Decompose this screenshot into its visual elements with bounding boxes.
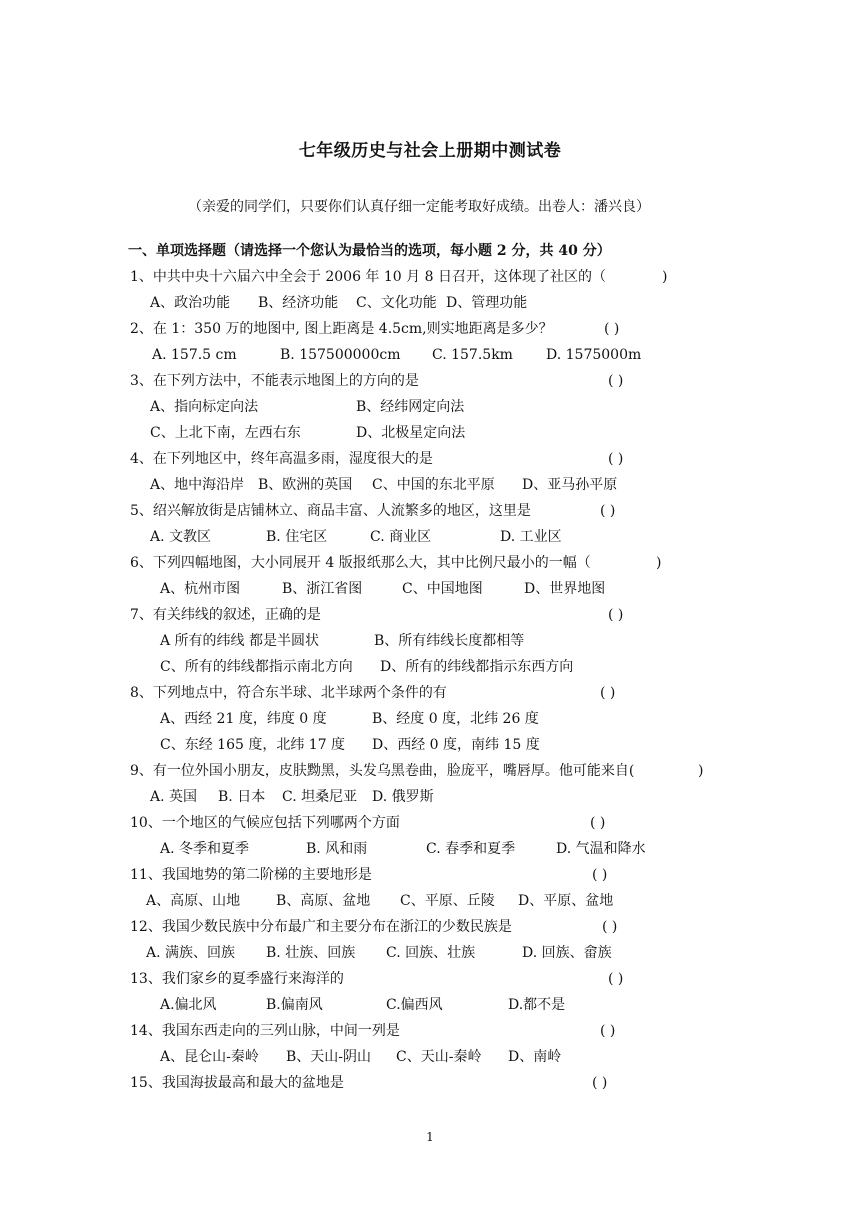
option-5c: C. 商业区 [370, 529, 432, 545]
intro-note: （亲爱的同学们，只要你们认真仔细一定能考取好成绩。出卷人：潘兴良） [188, 199, 650, 215]
question-8: 8、下列地点中，符合东半球、北半球两个条件的有 [130, 685, 447, 701]
question-5: 5、绍兴解放街是店铺林立、商品丰富、人流繁多的地区，这里是 [130, 503, 531, 519]
option-11c: C、平原、丘陵 [400, 893, 495, 909]
section-heading: 一、单项选择题（请选择一个您认为最恰当的选项，每小题 2 分，共 40 分） [128, 243, 611, 259]
option-3a: A、指向标定向法 [150, 399, 259, 415]
answer-paren-1: ) [662, 269, 668, 285]
option-14c: C、天山-秦岭 [396, 1049, 482, 1065]
option-13b: B.偏南风 [266, 997, 323, 1013]
answer-paren-4: ( ) [608, 451, 624, 467]
option-9b: B. 日本 [218, 789, 266, 805]
question-11: 11、我国地势的第二阶梯的主要地形是 [130, 867, 372, 883]
option-7c: C、所有的纬线都指示南北方向 [160, 659, 353, 675]
option-12b: B. 壮族、回族 [266, 945, 356, 961]
option-9c: C. 坦桑尼亚 [282, 789, 358, 805]
option-10a: A. 冬季和夏季 [160, 841, 250, 857]
answer-paren-10: ( ) [590, 815, 606, 831]
option-11d: D、平原、盆地 [518, 893, 614, 909]
option-14d: D、南岭 [508, 1049, 562, 1065]
option-12a: A. 满族、回族 [146, 945, 236, 961]
option-8d: D、西经 0 度，南纬 15 度 [372, 737, 540, 753]
option-7d: D、所有的纬线都指示东西方向 [380, 659, 574, 675]
option-13c: C.偏西风 [386, 997, 443, 1013]
page-number: 1 [426, 1130, 434, 1144]
question-9: 9、有一位外国小朋友，皮肤黝黑，头发乌黑卷曲，脸庞平，嘴唇厚。他可能来自( [130, 763, 635, 779]
option-2c: C. 157.5km [432, 347, 513, 363]
question-10: 10、一个地区的气候应包括下列哪两个方面 [130, 815, 400, 831]
answer-paren-6: ) [656, 555, 662, 571]
answer-paren-12: ( ) [602, 919, 618, 935]
option-1c: C、文化功能 [356, 295, 437, 311]
option-6b: B、浙江省图 [282, 581, 363, 597]
answer-paren-5: ( ) [600, 503, 616, 519]
question-14: 14、我国东西走向的三列山脉，中间一列是 [130, 1023, 400, 1039]
option-2a: A. 157.5 cm [152, 347, 237, 363]
answer-paren-11: ( ) [592, 867, 608, 883]
option-5b: B. 住宅区 [266, 529, 328, 545]
option-14a: A、昆仑山-秦岭 [160, 1049, 259, 1065]
answer-paren-14: ( ) [600, 1023, 616, 1039]
answer-paren-15: ( ) [592, 1075, 608, 1091]
option-10c: C. 春季和夏季 [426, 841, 516, 857]
question-15: 15、我国海拔最高和最大的盆地是 [130, 1075, 344, 1091]
answer-paren-8: ( ) [600, 685, 616, 701]
option-5d: D. 工业区 [500, 529, 562, 545]
question-1: 1、中共中央十六届六中全会于 2006 年 10 月 8 日召开，这体现了社区的（ [130, 269, 606, 285]
question-13: 13、我们家乡的夏季盛行来海洋的 [130, 971, 344, 987]
option-1b: B、经济功能 [258, 295, 339, 311]
option-7b: B、所有纬线长度都相等 [374, 633, 525, 649]
answer-paren-7: ( ) [608, 607, 624, 623]
option-11b: B、高原、盆地 [276, 893, 371, 909]
option-1a: A、政治功能 [150, 295, 231, 311]
answer-paren-3: ( ) [608, 373, 624, 389]
option-4b: B、欧洲的英国 [258, 477, 353, 493]
option-4d: D、亚马孙平原 [522, 477, 618, 493]
option-10b: B. 风和雨 [306, 841, 368, 857]
option-9a: A. 英国 [150, 789, 198, 805]
question-12: 12、我国少数民族中分布最广和主要分布在浙江的少数民族是 [130, 919, 512, 935]
option-6a: A、杭州市图 [160, 581, 241, 597]
answer-paren-2: ( ) [604, 321, 620, 337]
answer-paren-13: ( ) [608, 971, 624, 987]
option-10d: D. 气温和降水 [556, 841, 646, 857]
option-6d: D、世界地图 [524, 581, 606, 597]
option-13d: D.都不是 [508, 997, 566, 1013]
option-5a: A. 文教区 [150, 529, 212, 545]
option-3c: C、上北下南，左西右东 [150, 425, 301, 441]
option-4c: C、中国的东北平原 [372, 477, 495, 493]
option-12c: C. 回族、壮族 [386, 945, 476, 961]
answer-paren-9: ) [698, 763, 704, 779]
option-8a: A、西经 21 度，纬度 0 度 [160, 711, 327, 727]
option-4a: A、地中海沿岸 [150, 477, 245, 493]
option-12d: D. 回族、畲族 [522, 945, 612, 961]
option-8b: B、经度 0 度，北纬 26 度 [372, 711, 539, 727]
question-3: 3、在下列方法中，不能表示地图上的方向的是 [130, 373, 419, 389]
option-3d: D、北极星定向法 [356, 425, 466, 441]
question-4: 4、在下列地区中，终年高温多雨，湿度很大的是 [130, 451, 433, 467]
question-2: 2、在 1：350 万的地图中, 图上距离是 4.5cm,则实地距离是多少？ [130, 321, 553, 337]
option-8c: C、东经 165 度，北纬 17 度 [160, 737, 346, 753]
page-title: 七年级历史与社会上册期中测试卷 [298, 141, 562, 161]
option-11a: A、高原、山地 [146, 893, 241, 909]
option-14b: B、天山-阴山 [286, 1049, 372, 1065]
option-1d: D、管理功能 [446, 295, 528, 311]
option-7a: A 所有的纬线 都是半圆状 [160, 633, 320, 649]
question-6: 6、下列四幅地图，大小同展开 4 版报纸那么大，其中比例尺最小的一幅（ [130, 555, 591, 571]
option-6c: C、中国地图 [402, 581, 483, 597]
option-3b: B、经纬网定向法 [356, 399, 465, 415]
option-2b: B. 157500000cm [280, 347, 401, 363]
option-13a: A.偏北风 [160, 997, 217, 1013]
option-2d: D. 1575000m [546, 347, 642, 363]
option-9d: D. 俄罗斯 [372, 789, 434, 805]
question-7: 7、有关纬线的叙述，正确的是 [130, 607, 321, 623]
